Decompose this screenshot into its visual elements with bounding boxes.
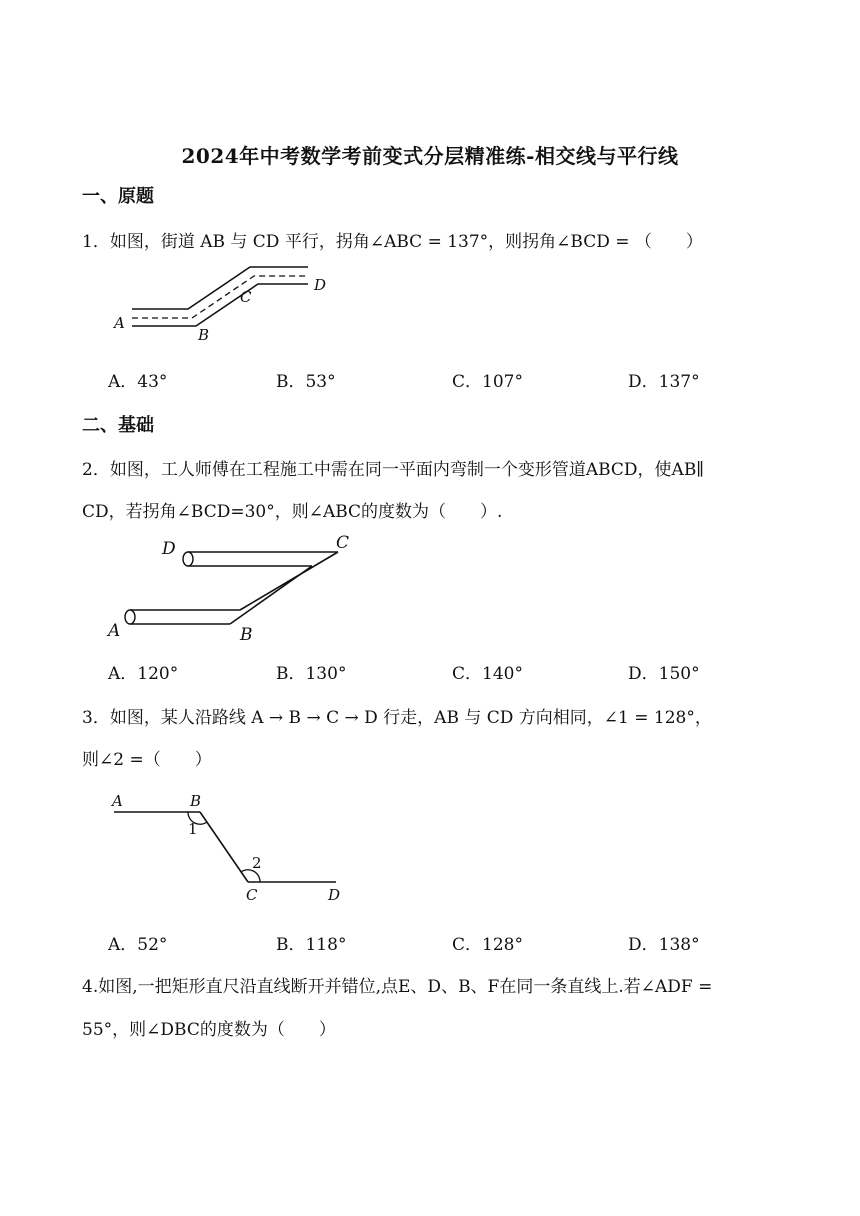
street-bottom-edge	[132, 284, 308, 326]
street-center-line	[132, 276, 308, 318]
pipe-cb-inner-edge	[230, 566, 312, 624]
question-1-text: 1．如图，街道 AB 与 CD 平行，拐角∠ABC = 137°，则拐角∠BCD = （ ）	[82, 232, 703, 252]
label-a: A	[112, 792, 123, 810]
label-d: D	[328, 886, 341, 904]
q3-option-a[interactable]: A．52°	[108, 935, 168, 955]
label-b: B	[190, 792, 202, 810]
question-4-text-line-1: 4.如图,一把矩形直尺沿直线断开并错位,点E、D、B、F在同一条直线上.若∠ADF =	[82, 977, 713, 997]
q3-option-d[interactable]: D．138°	[628, 935, 700, 955]
label-angle-1: 1	[188, 820, 198, 838]
label-c: C	[246, 886, 258, 904]
pipe-end-a	[125, 610, 135, 624]
question-2-text-line-1: 2．如图，工人师傅在工程施工中需在同一平面内弯制一个变形管道ABCD，使AB∥	[82, 460, 705, 480]
q3-option-b[interactable]: B．118°	[276, 935, 347, 955]
label-angle-2: 2	[252, 854, 262, 872]
question-3-text-line-2: 则∠2 =（ ）	[82, 750, 212, 770]
question-1-figure	[100, 262, 340, 344]
label-d: D	[162, 539, 176, 559]
label-c: C	[336, 533, 350, 553]
pipe-end-d	[183, 552, 193, 566]
q3-option-c[interactable]: C．128°	[452, 935, 523, 955]
label-d: D	[314, 276, 327, 294]
question-3-figure	[100, 788, 350, 908]
q2-option-c[interactable]: C．140°	[452, 664, 523, 684]
q1-option-a[interactable]: A．43°	[108, 372, 168, 392]
label-b: B	[240, 625, 253, 645]
page-title: 2024年中考数学考前变式分层精准练-相交线与平行线	[181, 144, 679, 168]
label-c: C	[240, 288, 252, 306]
section-heading-original: 一、原题	[82, 186, 154, 207]
street-top-edge	[132, 267, 308, 309]
q2-option-d[interactable]: D．150°	[628, 664, 700, 684]
q2-option-b[interactable]: B．130°	[276, 664, 347, 684]
question-2-figure	[100, 532, 370, 646]
label-a: A	[114, 314, 125, 332]
question-2-text-line-2: CD，若拐角∠BCD=30°，则∠ABC的度数为（ ）.	[82, 502, 503, 522]
q1-option-c[interactable]: C．107°	[452, 372, 523, 392]
label-b: B	[198, 326, 210, 344]
section-heading-basic: 二、基础	[82, 415, 154, 436]
q1-option-b[interactable]: B．53°	[276, 372, 336, 392]
pipe-cb-outer-edge	[240, 552, 338, 610]
question-3-text-line-1: 3．如图，某人沿路线 A → B → C → D 行走，AB 与 CD 方向相同，∠1 = 128°，	[82, 708, 712, 728]
q1-option-d[interactable]: D．137°	[628, 372, 700, 392]
label-a: A	[108, 621, 121, 641]
q2-option-a[interactable]: A．120°	[108, 664, 179, 684]
question-4-text-line-2: 55°，则∠DBC的度数为（ ）	[82, 1020, 336, 1040]
